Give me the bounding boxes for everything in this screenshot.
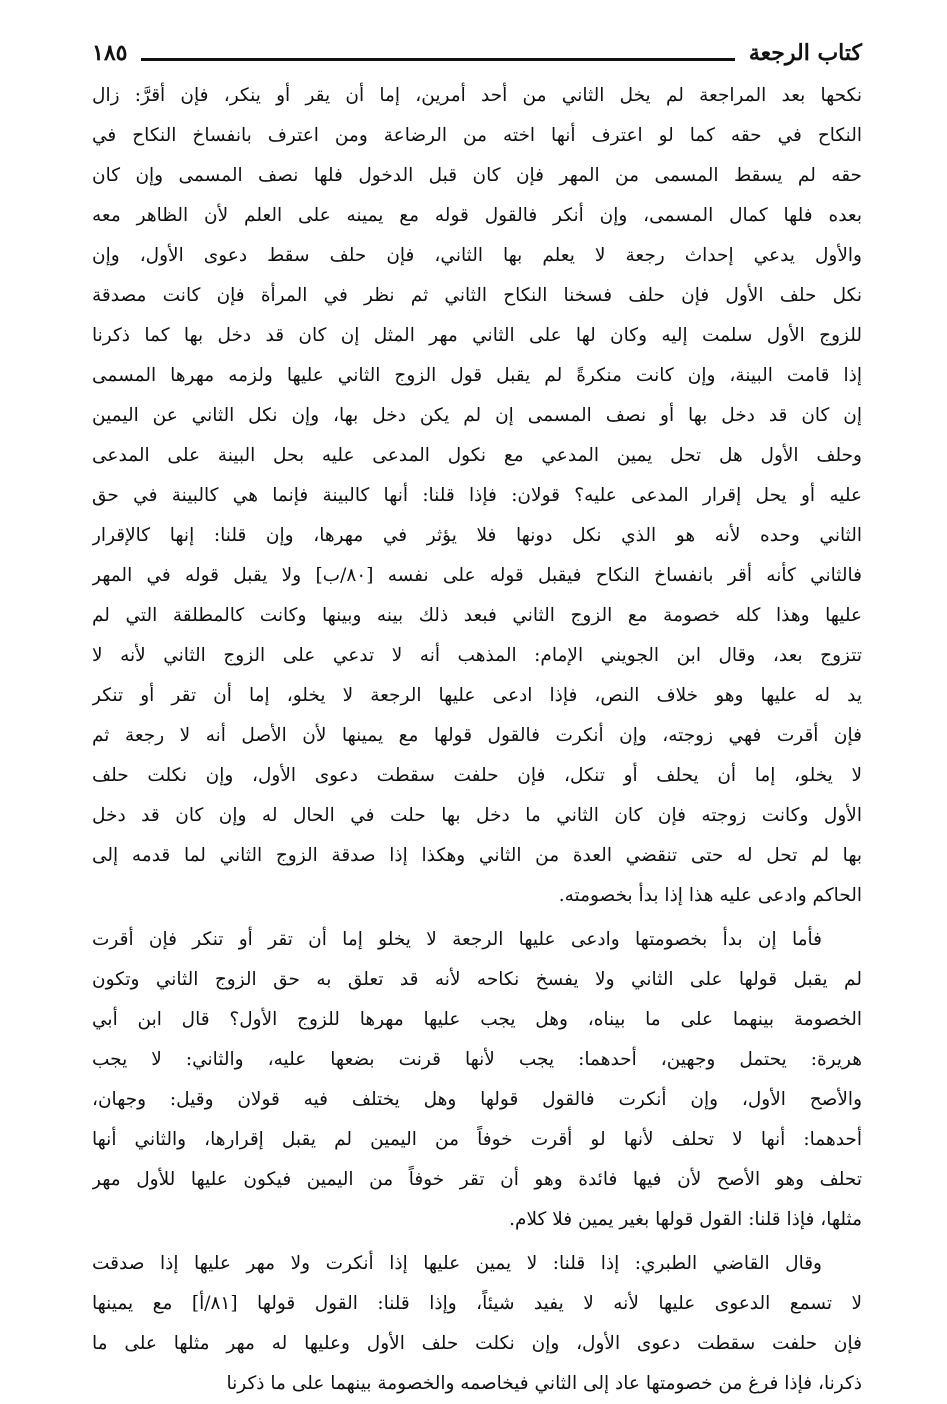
text-line: للزوج الأول سلمت إليه وكان لها على الثاني مهر المثل إن كان قد دخل بها كما ذكرنا: [92, 325, 862, 346]
text-line: يد له عليها وهو خلاف النص، فإذا ادعى عليها الرجعة لا يخلو، إما أن تقر أو تنكر: [92, 685, 862, 706]
text-line: نكحها بعد المراجعة لم يخل الثاني من أحد أمرين، إما أن يقر أو ينكر، فإن أقرَّ: زال: [92, 85, 862, 106]
text-line: حقه لم يسقط المسمى من المهر فإن كان قبل الدخول فلها نصف المسمى وإن كان: [92, 165, 862, 186]
text-line: بعده فلها كمال المسمى، وإن أنكر فالقول قوله مع يمينه على العلم لأن الظاهر معه: [92, 205, 862, 226]
text-line: الحاكم وادعى عليه هذا إذا بدأ بخصومته.: [558, 885, 862, 906]
text-line: فالثاني كأنه أقر بانفساخ النكاح فيقبل قوله على نفسه [٨٠/ب] ولا يقبل قوله في المهر: [92, 565, 862, 586]
text-line: ذكرنا، فإذا فرغ من خصومتها عاد إلى الثاني فيخاصمه والخصومة بينهما على ما ذكرنا: [226, 1373, 862, 1394]
running-header: [92, 36, 862, 70]
chapter-title: كتاب الرجعة: [748, 40, 862, 66]
text-line: وحلف الأول هل تحل يمين المدعي مع نكول المدعى عليه بحل البينة على المدعى: [92, 445, 862, 466]
page-body: [92, 76, 862, 1404]
text-line: النكاح في حقه كما لو اعترف أنها اخته من الرضاعة ومن اعترف بانفساخ النكاح في: [92, 125, 862, 146]
text-line: أحدهما: أنها لا تحلف لأنها لو أقرت خوفاً من اليمين لم يقبل إقرارها، والثاني أنها: [92, 1129, 862, 1150]
text-line: بها لم تحل له حتى تنقضي العدة من الثاني وهكذا إذا صدقة الزوج الثاني لما قدمه إلى: [92, 845, 862, 866]
paragraph: [92, 76, 862, 916]
text-line: الخصومة بينهما على ما بيناه، وهل يجب عليها مهرها للزوج الأول؟ قال ابن أبي: [92, 1009, 862, 1030]
text-line: عليه أو يحل إقرار المدعى عليه؟ قولان: فإذا قلنا: أنها كالبينة فإنما هي كالبينة في حق: [92, 485, 862, 506]
text-line: لا يخلو، إما أن يحلف أو تنكل، فإن حلفت سقطت دعوى الأول، وإن نكلت حلف: [92, 765, 862, 786]
text-line: تحلف وهو الأصح لأن فيها فائدة وهو أن تقر خوفاً من اليمين فيكون عليها للأول مهر: [92, 1169, 862, 1190]
text-line: إذا قامت البينة، وإن كانت منكرةً لم يقبل قول الزوج الثاني عليها ولزمه مهرها المسمى: [92, 365, 862, 386]
text-line: عليها وهذا كله خصومة مع الزوج الثاني فبعد ذلك بينه وبينها وكانت كالمطلقة التي لم: [92, 605, 862, 626]
text-line: فإن أقرت فهي زوجته، وإن أنكرت فالقول قولها مع يمينها لأن الأصل أنه لا رجعة ثم: [92, 725, 862, 746]
text-line: والأول يدعي إحداث رجعة لا يعلم بها الثاني، فإن حلف سقط دعوى الأول، وإن: [92, 245, 862, 266]
text-line: والأصح الأول، وإن أنكرت فالقول قولها وهل يختلف فيه قولان وقيل: وجهان،: [92, 1089, 862, 1110]
text-line: إن كان قد دخل بها أو نصف المسمى إن لم يكن دخل بها، وإن نكل الثاني عن اليمين: [92, 405, 862, 426]
text-line: وقال القاضي الطبري: إذا قلنا: لا يمين عليها إذا أنكرت ولا مهر عليها إذا صدقت: [92, 1253, 822, 1274]
text-line: لا تسمع الدعوى عليها لأنه لا يفيد شيئاً، وإذا قلنا: القول قولها [٨١/أ] مع يمينها: [92, 1293, 862, 1314]
header-rule: [141, 58, 734, 61]
text-line: الثاني وحده لأنه هو الذي نكل دونها فلا يؤثر في مهرها، وإن قلنا: إنها كالإقرار: [92, 525, 862, 546]
text-line: فأما إن بدأ بخصومتها وادعى عليها الرجعة لا يخلو إما أن تقر أو تنكر فإن أقرت: [92, 929, 822, 950]
text-line: تتزوج بعد، وقال ابن الجويني الإمام: المذهب أنه لا تدعي على الزوج الثاني لأنه لا: [92, 645, 862, 666]
text-line: لم يقبل قولها على الثاني ولا يفسخ نكاحه لأنه قد تعلق به حق الزوج الثاني وتكون: [92, 969, 862, 990]
text-line: مثلها، فإذا قلنا: القول قولها بغير يمين فلا كلام.: [509, 1209, 862, 1230]
text-line: هريرة: يحتمل وجهين، أحدهما: يجب لأنها قرنت بضعها عليه، والثاني: لا يجب: [92, 1049, 862, 1070]
paragraph: [92, 1244, 862, 1404]
page-number: ١٨٥: [92, 40, 128, 66]
text-line: الأول وكانت زوجته فإن كان الثاني ما دخل بها حلت في الحال له وإن كان قد دخل: [92, 805, 862, 826]
paragraph: [92, 920, 862, 1240]
text-line: فإن حلفت سقطت دعوى الأول، وإن نكلت حلف الأول وعليها له مهر مثلها على ما: [92, 1333, 862, 1354]
text-line: نكل حلف الأول فإن حلف فسخنا النكاح الثاني ثم نظر في المرأة فإن كانت مصدقة: [92, 285, 862, 306]
